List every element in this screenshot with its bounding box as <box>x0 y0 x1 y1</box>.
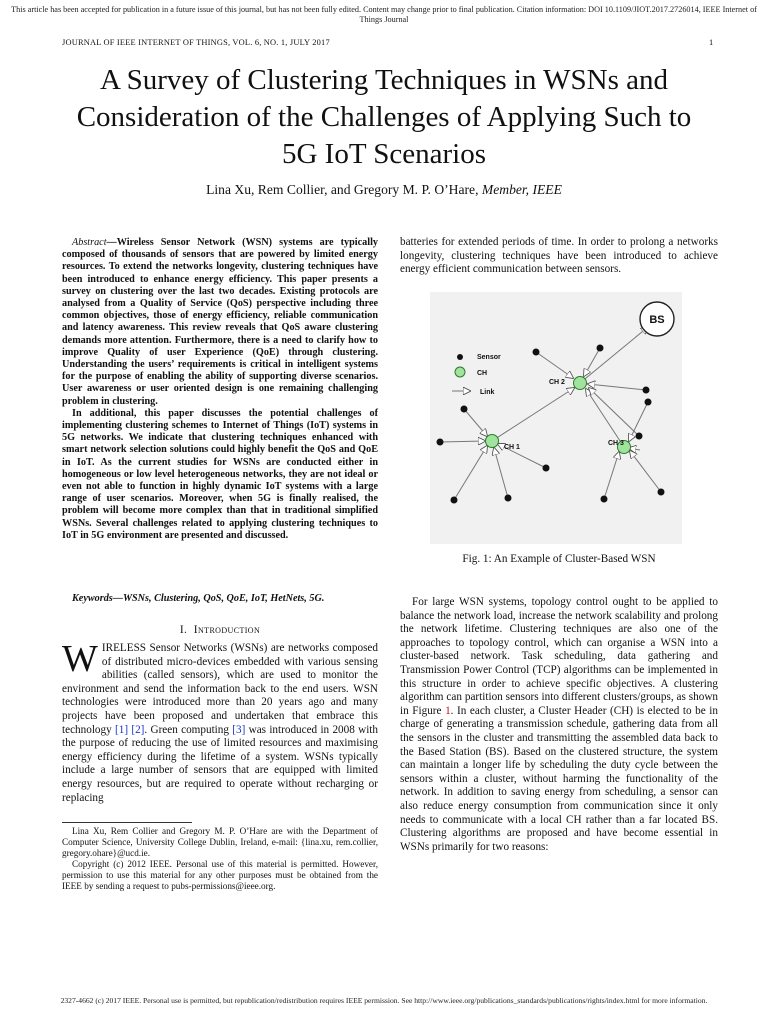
citation-1[interactable]: [1] <box>115 723 129 736</box>
figure-reference[interactable]: 1 <box>445 704 451 717</box>
sensor-node <box>643 387 650 394</box>
author-names: Lina Xu, Rem Collier, and Gregory M. P. O’Hare, <box>206 182 479 197</box>
sensor-node <box>636 433 643 440</box>
footnote <box>62 826 378 892</box>
citation-3[interactable]: [3] <box>232 723 246 736</box>
preprint-notice <box>0 5 768 25</box>
legend-link-label: Link <box>480 389 495 396</box>
citation-2[interactable]: [2] <box>131 723 145 736</box>
continued-paragraph: batteries for extended periods of time. In order to prolong a networks longevity, clustering techniques have been introduced to achieve energy efficient communication between sensors. <box>400 236 718 276</box>
ch1-label: CH 1 <box>504 444 520 451</box>
abstract-para-1 <box>62 237 378 408</box>
running-head: JOURNAL OF IEEE INTERNET OF THINGS, VOL. 6, NO. 1, JULY 2017 <box>62 38 330 47</box>
legend-ch-label: CH <box>477 370 488 377</box>
cluster-head-2 <box>574 377 587 390</box>
title-line-2: Consideration of the Challenges of Applying Such to <box>76 101 692 133</box>
introduction-body <box>62 638 379 805</box>
paper-title <box>40 62 728 173</box>
preprint-notice-line1: This article has been accepted for publication in a future issue of this journal, but has not been fully edited. Content may change prior to final publication. Citation information: DOI 10.1109/JIOT.2017.2726014, IEEE Internet of <box>11 5 757 14</box>
right-column-top <box>400 236 718 277</box>
introduction-paragraph <box>62 638 379 805</box>
sensor-nodes <box>437 345 665 504</box>
section-title: Introduction <box>193 624 261 636</box>
sensor-node <box>461 406 468 413</box>
footnote-rule <box>62 822 192 823</box>
footnote-affiliation: Lina Xu, Rem Collier and Gregory M. P. O’Hare are with the Department of Computer Science, University College Dublin, Ireland, e-mail: {lina.xu, rem.collier, gregory.ohare}@ucd.ie. <box>62 826 378 858</box>
bs-label: BS <box>649 314 665 326</box>
ch3-label: CH 3 <box>608 440 624 447</box>
link-lines <box>440 327 661 500</box>
sensor-node <box>437 439 444 446</box>
preprint-notice-line2: Things Journal <box>359 15 409 24</box>
figure-1 <box>430 292 682 544</box>
abstract-text-1: —Wireless Sensor Network (WSN) systems are typically composed of thousands of sensors that are powered by limited energy resources. To extend the networks longevity, clustering techniques have been introduced to enhance energy efficiency. This paper presents a survey on clustering over the last two decades. Existing protocols are analysed from a Quality of Service (QoS) perspective including three common objectives, those of energy efficiency, reliable communication and latency awareness. This review reveals that QoS aware clustering demands more attention. Furthermore, there is a need to clarify how to improve Quality of user Experience (QoE) through clustering. Understanding the users’ requirements is critical in intelligent systems for the purpose of enabling the ability of supporting diverse scenarios. User awareness or user oriented design is one remaining challenging problem in clustering. <box>62 237 378 407</box>
node-labels <box>504 379 624 451</box>
intro-text-c: was introduced in 2008 with the purpose of reducing the use of limited resources and maximising energy efficiency during the lifetime of a system. WSNs typically include a large number of sensors that are equipped with limited energy resources, but are required to operate without recharging or replacing <box>62 723 379 804</box>
footnote-copyright: Copyright (c) 2012 IEEE. Personal use of this material is permitted. However, permission to use this material for any other purposes must be obtained from the IEEE by sending a request to pubs-permissions@ieee.org. <box>62 859 378 891</box>
sensor-node <box>645 399 652 406</box>
body-text-a: For large WSN systems, topology control ought to be applied to balance the network load, increase the network scalability and prolong the network lifetime. Clustering techniques are also one of the approaches to topology control, which can organise a WSN into a cluster-based network. Task scheduling, data gathering and Transmission Power Control (TCP) algorithms can be implemented in this structure in order to achieve specific objectives. A clustering algorithm can partition sensors into different clusters/groups, as shown in Figure <box>400 596 718 717</box>
body-paragraph <box>400 596 718 854</box>
sensor-node <box>658 489 665 496</box>
ch2-label: CH 2 <box>549 379 565 386</box>
body-text-b: . In each cluster, a Cluster Header (CH) is elected to be in charge of generating a transmission schedule, gathering data from all the sensors in the cluster and transmitting the assembled data back to the Based Station (BS). Based on the clustered structure, the system can maintain a longer life by scheduling the duty cycle between the sensors within a cluster, without harming the functionality of the network. In addition to saving energy from scheduling, a sensor can also reduce energy consumption from communication since it only needs to communicate with a local CH rather than a far located BS. Clustering algorithms are proposed and have become essential in WSNs primarily for two reasons: <box>400 704 718 853</box>
base-station <box>640 302 674 336</box>
legend <box>452 354 501 396</box>
sensor-node <box>505 495 512 502</box>
right-column-body <box>400 596 718 854</box>
page-number: 1 <box>709 38 714 47</box>
figure-caption: Fig. 1: An Example of Cluster-Based WSN <box>462 553 656 565</box>
keywords: Keywords—WSNs, Clustering, QoS, QoE, IoT, HetNets, 5G. <box>72 593 325 604</box>
legend-sensor-marker <box>457 354 463 360</box>
sensor-node <box>597 345 604 352</box>
intro-text-b: . Green computing <box>144 723 233 736</box>
intro-text-a: IRELESS Sensor Networks (WSNs) are networks composed of distributed micro-devices embedded with various sensing abilities (called sensors), which are used to monitor the environment and send the information back to the end users. WSN technologies were introduced more than 20 years ago and many projects have been proposed and undertaken that embrace this technology <box>62 642 378 736</box>
author-list <box>0 182 768 198</box>
cluster-diagram <box>430 292 682 544</box>
sensor-node <box>451 497 458 504</box>
legend-sensor-label: Sensor <box>477 354 501 361</box>
section-heading <box>62 624 378 636</box>
bottom-copyright-notice: 2327-4662 (c) 2017 IEEE. Personal use is permitted, but republication/redistribution requires IEEE permission. See http://www.ieee.org/publications_standards/publications/rights/index.html for more information. <box>60 996 708 1005</box>
abstract-label: Abstract <box>72 237 107 248</box>
sensor-node <box>601 496 608 503</box>
cluster-head-1 <box>486 435 499 448</box>
section-number: I. <box>179 624 188 636</box>
abstract-para-2: In additional, this paper discusses the potential challenges of implementing clustering schemes to Internet of Things (IoT) systems in 5G networks. We indicate that clustering techniques enhanced with smart network selection solutions could highly benefit the QoS and QoE in IoT. As the current studies for WSNs are conducted either in homogeneous or low level heterogeneous networks, they are not ideal or even not able to function in highly dynamic IoT systems with a large range of user scenarios. Moreover, when 5G is finally realised, the problem will become more complex than that in traditional simplified WSNs. Several challenges related to applying clustering techniques to IoT in 5G environment are presented and discussed. <box>62 407 378 541</box>
abstract <box>62 237 378 542</box>
sensor-node <box>543 465 550 472</box>
title-line-3: 5G IoT Scenarios <box>281 138 487 170</box>
title-line-1: A Survey of Clustering Techniques in WSNs and <box>100 64 668 96</box>
drop-cap: W <box>62 638 98 680</box>
author-role: Member, IEEE <box>481 182 562 197</box>
legend-ch-marker <box>455 367 465 377</box>
sensor-node <box>533 349 540 356</box>
